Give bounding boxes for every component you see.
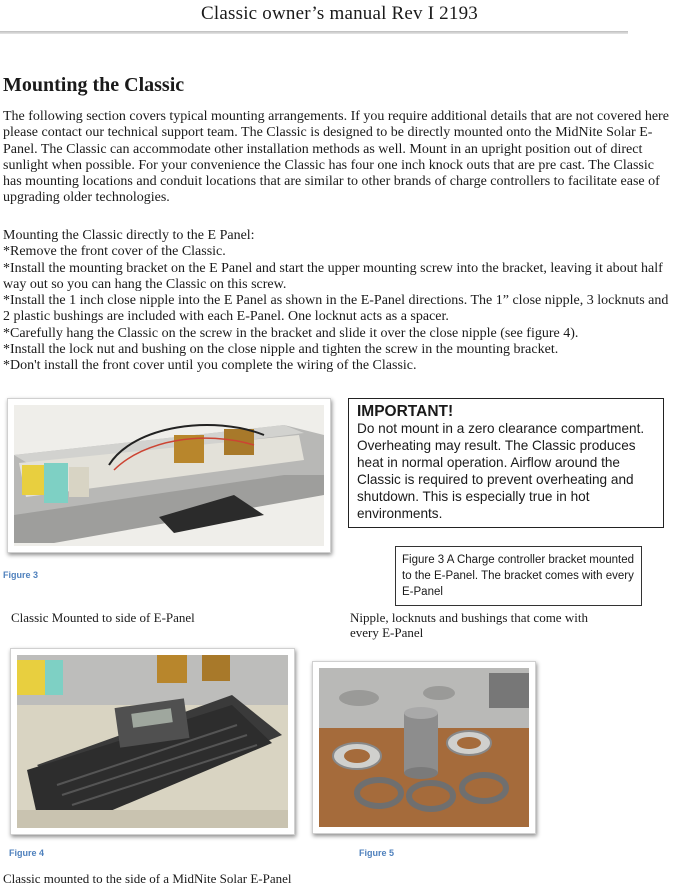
step-item: *Carefully hang the Classic on the screw in the bracket and slide it over the close nipple (see figure 4). bbox=[3, 325, 579, 341]
figure-3-caption: Classic Mounted to side of E-Panel bbox=[11, 610, 195, 625]
important-body: Do not mount in a zero clearance compartment. Overheating may result. The Classic produces heat in normal operation. Airflow around the Classic is required to prevent overheating and shutdown. This is especially true in hot environments. bbox=[357, 421, 645, 521]
section-title: Mounting the Classic bbox=[3, 74, 185, 96]
figure-4-caption: Classic mounted to the side of a MidNite Solar E-Panel bbox=[3, 871, 292, 886]
figure-3-callout: Figure 3 A Charge controller bracket mounted to the E-Panel. The bracket comes with every E-Panel bbox=[395, 546, 642, 606]
figure-5-caption: Nipple, locknuts and bushings that come with every E-Panel bbox=[350, 610, 588, 640]
important-heading: IMPORTANT! bbox=[357, 403, 454, 420]
figure-5-label: Figure 5 bbox=[359, 848, 395, 858]
figure-5-image bbox=[319, 668, 529, 827]
figure-3-label: Figure 3 bbox=[3, 570, 39, 580]
header-rule bbox=[0, 31, 628, 34]
figure-4-photo bbox=[10, 648, 295, 835]
figure-3-image bbox=[14, 405, 324, 546]
steps-heading: Mounting the Classic directly to the E Panel: bbox=[3, 228, 255, 243]
page-header: Classic owner’s manual Rev I 2193 bbox=[201, 3, 478, 24]
step-item: *Remove the front cover of the Classic. bbox=[3, 244, 226, 260]
step-item: *Install the 1 inch close nipple into the E Panel as shown in the E-Panel directions. The 1” close nipple, 3 locknuts and 2 plastic bushings are included with each E-Panel. One locknut acts as a spacer. bbox=[3, 293, 669, 325]
step-item: *Install the mounting bracket on the E Panel and start the upper mounting screw into the bracket, leaving it about half way out so you can hang the Classic on this screw. bbox=[3, 260, 663, 292]
figure-5-photo bbox=[312, 661, 536, 834]
step-item: *Install the lock nut and bushing on the close nipple and tighten the screw in the mounting bracket. bbox=[3, 342, 559, 358]
intro-paragraph: The following section covers typical mounting arrangements. If you require additional details that are not covered here please contact our technical support team. The Classic is designed to be directly mounted onto the MidNite Solar E-Panel. The Classic can accommodate other installation methods as well. Mount in an upright position out of direct sunlight when possible. For your convenience the Classic has four one inch knock outs that are pre cast. The Classic has mounting locations and conduit locations that are similar to other brands of charge controllers to facilitate ease of upgrading older technologies. bbox=[3, 109, 669, 206]
figure-3-photo bbox=[7, 398, 331, 553]
figure-4-image bbox=[17, 655, 288, 828]
step-item: *Don't install the front cover until you complete the wiring of the Classic. bbox=[3, 358, 417, 374]
important-notice bbox=[348, 398, 664, 528]
steps-block bbox=[3, 228, 671, 375]
figure-4-label: Figure 4 bbox=[9, 848, 45, 858]
